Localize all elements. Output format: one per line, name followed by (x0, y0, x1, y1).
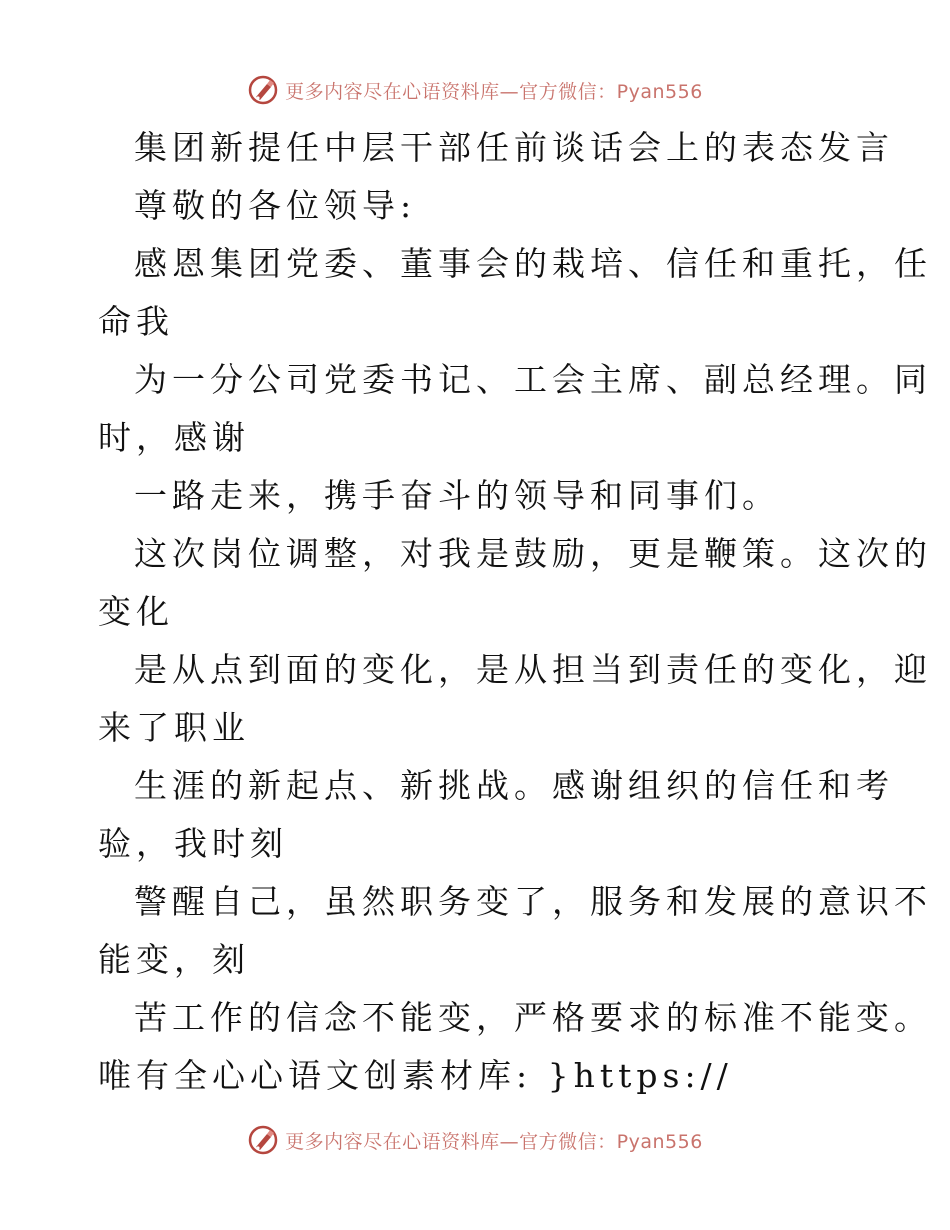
document-title: 集团新提任中层干部任前谈话会上的表态发言 (134, 128, 894, 167)
text-line: 唯有全心心语文创素材库: }https:// (98, 1056, 733, 1095)
text-line: 生涯的新起点、新挑战。感谢组织的信任和考 (134, 766, 894, 805)
text-line: 苦工作的信念不能变，严格要求的标准不能变。 (134, 998, 932, 1037)
watermark-text: 更多内容尽在心语资料库—官方微信：Pyan556 (285, 80, 703, 103)
pen-logo-icon (247, 74, 279, 106)
footer-watermark (0, 1122, 950, 1158)
text-line: 变化 (98, 592, 174, 631)
text-line: 验，我时刻 (98, 824, 288, 863)
salutation: 尊敬的各位领导: (134, 186, 417, 225)
text-line: 来了职业 (98, 708, 250, 747)
text-line: 一路走来，携手奋斗的领导和同事们。 (134, 476, 780, 515)
text-line: 警醒自己，虽然职务变了，服务和发展的意识不 (134, 882, 932, 921)
text-line: 这次岗位调整，对我是鼓励，更是鞭策。这次的 (134, 534, 932, 573)
text-line: 是从点到面的变化，是从担当到责任的变化，迎 (134, 650, 932, 689)
text-line: 时，感谢 (98, 418, 250, 457)
text-line: 感恩集团党委、董事会的栽培、信任和重托，任 (134, 244, 932, 283)
text-line: 命我 (98, 302, 174, 341)
watermark-text: 更多内容尽在心语资料库—官方微信：Pyan556 (285, 1130, 703, 1153)
text-line: 为一分公司党委书记、工会主席、副总经理。同 (134, 360, 932, 399)
text-line: 能变，刻 (98, 940, 250, 979)
header-watermark (0, 72, 950, 108)
pen-logo-icon (247, 1124, 279, 1156)
